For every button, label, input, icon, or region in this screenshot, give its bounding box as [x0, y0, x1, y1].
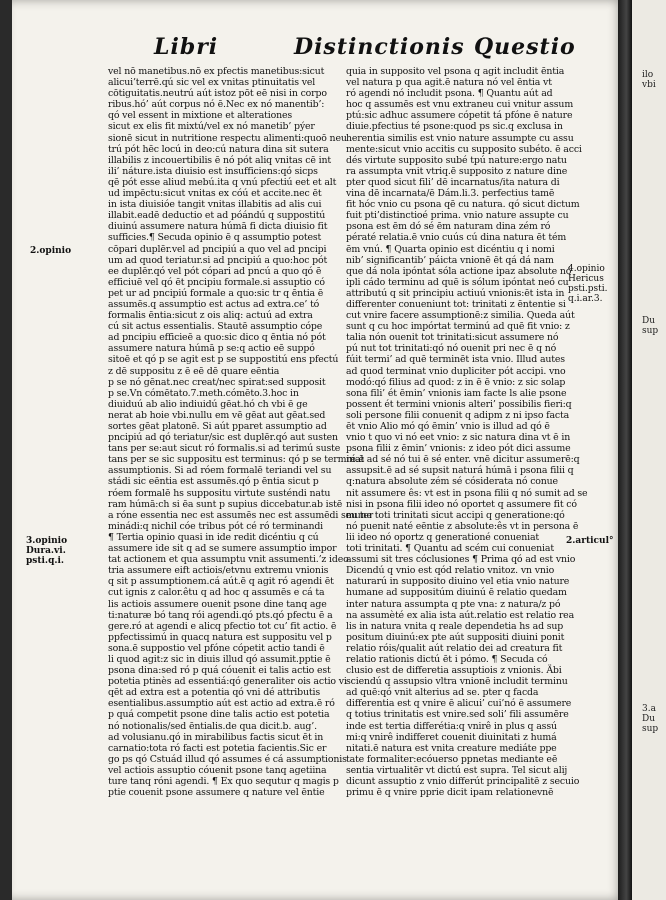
text-line: tans per se sic suppositu est terminus: qó p se terminat	[108, 454, 365, 466]
text-line: pet ur ad pncipiú formale a quo:sic tr q ēntia ē	[108, 287, 324, 299]
text-line: carnatio:tota ró facti est potetia facientis.Sic er	[108, 742, 327, 754]
text-line: na assumèté ex alia ista aút.relatio est relatio rea	[346, 609, 575, 621]
text-line: ture tanq róni agendi. ¶ Ex quo sequtur q magis p	[108, 776, 339, 787]
text-line: ad volusianu.qó in mirabilibus factis sicut ēt in	[108, 731, 324, 743]
text-line: efficiuē vel qó ēt pncipiu formale.si assuptio có	[108, 276, 325, 288]
text-line: go ps qó Cstuád illud qó assumes é cá assumptionis	[108, 753, 347, 765]
text-line: cōtiguitatis.neutrú aút istoz pōt eē nisi in corpo	[108, 88, 327, 100]
text-line: ud impēctu:sicut vnitas ex cóú et accite.nec ēt	[108, 188, 322, 200]
text-line: sicut ex elis fit mixtú/vel ex nó manetib’ pýer	[108, 121, 315, 133]
text-line: in ista diuisióe tangit vnitas illabitis ad alis cui	[108, 199, 322, 211]
running-head-distinctionis: Distinctionis	[294, 34, 465, 60]
text-line: vel natura p qua agit.ē natura nó vel ēntia vt	[346, 77, 552, 89]
text-line: Dicendú q vnio est qód relatio vnitoz. vn vnio	[346, 565, 555, 577]
text-line: minádi:q nichil cóe tribus pót cé ró terminandi	[108, 520, 324, 532]
text-line: nó notionalis/sed ēntialis.de qua dicit.b. aug’.	[108, 720, 317, 732]
text-line: relatio rationis dictú ēt i pómo. ¶ Secuda có	[346, 653, 548, 665]
book-page	[12, 0, 624, 900]
text-line: illabilis z incouertibilis ē nó pót aliq vnitas cē int	[108, 154, 331, 166]
text-line: esentialibus.assumptio aút est actio ad extra.ē ró	[108, 698, 335, 710]
text-line: assupsit.ē ad sé supsit naturá húmā i psona filii q	[346, 465, 574, 477]
text-line: vnio t quo vi nó eet vnio: z sic natura dina vt ē in	[346, 432, 571, 444]
text-line: stádi sic eēntia est assumēs.qó p ēntia sicut p	[108, 476, 319, 488]
text-line: qēt ad extra est a potentia qó vni dé attributis	[108, 687, 321, 699]
text-line: ra assumpta vnit vtriq.ē supposito z nature dine	[346, 165, 568, 177]
text-line: mi:q vnirê indifferet couenit diuinitati z humá	[346, 731, 557, 743]
text-line: q totius trinitatis est vnire.sed soli’ fili assumēre	[346, 709, 569, 721]
text-line: q:natura absolute zém sé cósiderata nó conue	[346, 476, 558, 488]
text-line: primu ē q vnire pprie dicit ipam relationevnē	[346, 787, 554, 799]
text-line: ee duplēr.qó vel pót cópari ad pncú a quo qó ē	[108, 265, 322, 277]
text-line: vina dē incarnata/ē Dám.li.3. perfectius tamē	[346, 188, 555, 200]
text-line: lis actiois assumere ouenit psone dine tanq age	[108, 598, 327, 610]
text-line: vel nō manetibus.nō ex pfectis manetibus:sicut	[108, 66, 325, 77]
text-line: formalis ēntia:sicut z ois aliq: actuú ad extra	[108, 310, 313, 322]
margin-note-opinio-2: 2.opinio	[30, 246, 72, 256]
text-line: assumere ide sit q ad se sumere assumptio impor	[108, 543, 337, 555]
text-line: talia nón ouenit tot trinitati:sicut assumere nó	[346, 332, 559, 344]
text-line: ¶ Tertia opinio quasi in ide redit dicéntiu q cú	[108, 531, 319, 543]
text-line: sona.ē suppostio vel pfóne cópetit actio tandi ē	[108, 642, 325, 654]
text-line: p quá competit psone dine talis actio est potetia	[108, 709, 330, 721]
next-page-fragment: Du sup	[642, 316, 659, 336]
text-line: assumi sit tres cóclusiones ¶ Prima qó ad est vnio	[346, 554, 576, 566]
text-line: nó puenit naté eēntie z absolute:ês vt in persona ē	[346, 520, 579, 532]
text-line: qó vel essent in mixtione et alterationes	[108, 110, 293, 122]
text-line: ipli cádo terminu ad quē is sólum ipóntat neó cu	[346, 276, 569, 288]
text-line: herentia similis est vnio nature assumpte cu assu	[346, 132, 574, 144]
text-line: ppfectissimú in quacq natura est suppositu vel p	[108, 631, 332, 643]
text-line: ram húmā:ch si ēa sunt p supius diccebatur.ab istē	[108, 498, 343, 510]
text-line: ró agendi nó includit psona. ¶ Quantu aút ad	[346, 88, 553, 100]
text-line: dés virtute supposito subé tpú nature:ergo natu	[346, 154, 567, 166]
text-line: ptie couenit psone assumere q nature vel ēntie	[108, 787, 325, 799]
text-line: q sit p assumptionem.cá aút.ē q agit ró agendi ēt	[108, 576, 334, 588]
text-line: ad pncipiu efficieē a quo:sic dico q ēntia nó pót	[108, 332, 326, 344]
text-line: dicunt assuptio z vnio differút principalitē z secuio	[346, 776, 580, 787]
text-line: nisi in psona filii ideo nó oportet q assumere fit có	[346, 498, 577, 510]
text-line: róem formalē hs suppositu virtute susténdi natu	[108, 487, 331, 499]
text-line: ptú:sic adhuc assumere cópetit tá pfóne ē nature	[346, 110, 573, 122]
text-line: psona dina:sed ró p quá cóuenit ei talis actio est	[108, 665, 331, 677]
text-line: toti trinitati. ¶ Quantu ad scém cui conueniat	[346, 543, 554, 555]
text-line: sunt q cu hoc impórtat terminú ad quē fit vnio: z	[346, 321, 570, 333]
margin-note-opinio-4: 4.opinio Hericus psti.psti. q.i.ar.3.	[568, 264, 608, 304]
text-line: quia in supposito vel psona q agit includit ēntia	[346, 66, 565, 77]
text-line: vel actiois assuptio cóuenit psone tanq agetiina	[108, 764, 327, 776]
text-line: ēt vnio Alio mó qó ēmin’ vnio is illud ad qó ē	[346, 421, 550, 432]
text-line: p se.Vn cómētato.7.meth.cómēto.3.hoc in	[108, 387, 299, 399]
text-line: sona fili’ ét ēmin’ vnionis iam facte ls alie psone	[346, 387, 567, 399]
text-line: cú sit actus essentialis. Stautē assumptio cópe	[108, 321, 323, 333]
text-line: que dá nola ipóntat sóla actione ipaz absolute nó	[346, 265, 572, 277]
text-line: nitati.ē natura est vnita creature mediáte ppe	[346, 742, 557, 754]
text-line: ribus.hó’ aút corpus nó ē.Nec ex nó manentib’:	[108, 99, 325, 111]
running-head-libri: Libri	[154, 34, 219, 60]
text-line: humane ad suppositúm diuinú ē relatio quedam	[346, 587, 567, 599]
text-line: sortes gēat platonē. Si aút pparet assumptio ad	[108, 421, 327, 432]
text-line: ēm vnú. ¶ Quarta opinio est dicéntiu q i nomi	[346, 243, 555, 255]
text-line: attributú q sit principiu actiuú vnionis:ēt ista in	[346, 287, 565, 299]
text-line: mune toti trinitati sicut accipi q generatione:qó	[346, 509, 565, 521]
left-text-column	[108, 66, 374, 826]
text-line: pncipiú ad qó teriatur/sic est duplēr.qó aut susten	[108, 432, 338, 444]
text-line: clusio est de differetia assuptiois z vnionis. Äbi	[346, 665, 562, 677]
text-line: assumēs.q assumptio est actus ad extra.ce’ tó	[108, 298, 320, 310]
text-line: lii ideo nó oportz q generationé conueniat	[346, 531, 540, 543]
text-line: p se nó gēnat.nec creat/nec spirat:sed supposit	[108, 376, 326, 388]
text-line: diuie.pfectius té psone:quod ps sic.q exclusa in	[346, 121, 563, 133]
text-line: qē pót esse aliud mebú.ita q vnú pfectiú eet et alt	[108, 176, 337, 188]
text-line: psona est ēm dó sé ēm naturam dina zém ró	[346, 221, 551, 233]
margin-note-articulus-2: 2.articul°	[566, 536, 614, 546]
next-page-fragment: ilo vbi	[642, 70, 656, 90]
text-line: sentia virtualitēr vt dictú est supra. Tel sicut alij	[346, 764, 568, 776]
text-line: ré.ē ad sé nó tui ē sé enter. vnē dicitur assumerē:q	[346, 454, 580, 466]
text-line: fúit termi’ ad quē terminēt ista vnio. Illud autes	[346, 354, 565, 366]
text-line: psona filii z ēmin’ vnionis: z ideo pót dici assume	[346, 443, 571, 455]
text-line: nerat ab hoie vbi.nullu em vē gēat aut gēat.sed	[108, 409, 326, 421]
text-line: pter quod sicut fili’ dē incarnatus/ita natura di	[346, 176, 560, 188]
text-line: potetia ptinès ad essentiá:qó generaliter ois actio vi	[108, 676, 347, 688]
text-line: hoc q assumēs est vnu extraneu cui vnitur assum	[346, 99, 574, 111]
text-line: lis in natura vnita q reale dependetia hs ad sup	[346, 620, 564, 632]
text-line: pératé relatia.ē vnio cuús cú dina natura ēt tém	[346, 232, 567, 244]
text-line: ti:naturæ bó tanq rói agendi.qó pts.qó pfectu ē a	[108, 609, 333, 621]
text-line: sitoē et qó p se agit est p se suppostitú ens pfectú	[108, 354, 339, 366]
text-line: diuinú assumere natura húmā fi dicta diuisio fit	[108, 221, 328, 233]
text-line: differenter conueniunt tot: trinitati z ēntentie si	[346, 298, 566, 310]
text-line: inde est tertia differétia:q vnirê in plus q assú	[346, 720, 557, 732]
text-line: cōpari duplēr.vel ad pncipiú a quo vel ad pncipi	[108, 243, 327, 255]
text-line: relatio róis/qualit aút relatio dei ad creatura fit	[346, 642, 563, 654]
text-line: tans per se:aut sicut ró formalis.si ad terimú suste	[108, 443, 341, 455]
text-line: illabit.eadē deductio et ad póándú q suppostitú	[108, 210, 326, 222]
text-line: pú nut tot trinitati:qó nó ouenit pri nec ē q nó	[346, 343, 557, 355]
text-line: tat actionem et qua assumptu vnit assumenti.’z ideo	[108, 554, 349, 566]
text-line: assumptionis. Si ad róem formalē teriandi vel su	[108, 465, 332, 477]
text-line: nib’ significantib’ páicta vnionē ēt qá dá nam	[346, 254, 554, 266]
text-line: tria assumere eift actiois/etvnu extremu vnionis	[108, 565, 329, 577]
text-line: z dē suppositu z ē eē dē quare eēntia	[108, 365, 280, 377]
text-line: fit hóc vnio cu psona qē cu natura. qó sicut dictum	[346, 199, 580, 211]
text-line: naturarú in supposito diuino vel etia vnio nature	[346, 576, 570, 588]
text-line: nit assumere ês: vt est in psona filii q nó sumit ad se	[346, 487, 588, 499]
text-line: fuit pti’distinctioé prima. vnio nature assupte cu	[346, 210, 569, 222]
running-head-questio: Questio	[474, 34, 576, 60]
text-line: cut vnire facere assumptionē:z similia. Queda aút	[346, 310, 575, 322]
next-page-edge	[632, 0, 666, 900]
text-line: um ad quod teriatur.si ad pncipiú a quo:hoc pót	[108, 254, 328, 266]
text-line: tate formaliter:ecóuerso ppnetas mediante eē	[346, 753, 558, 765]
text-line: soli persone filii conuenit q adipm z ni ipso facta	[346, 409, 570, 421]
text-line: sciendú q assupsio vltra vnionē includit terminu	[346, 676, 568, 688]
text-line: assumere natura húmā p se:q actio eē suppó	[108, 343, 315, 355]
text-line: sionē sicut in nutritione respectu alimenti:quoō neu	[108, 132, 347, 144]
text-line: alicui’terrē.qú sic vel ex vnitas ptinuitatis vel	[108, 77, 316, 89]
text-line: sufficies.¶ Secuda opinio ē q assumptio potest	[108, 232, 322, 244]
text-line: inter natura assumpta q pte vna: z natura/z pó	[346, 598, 561, 610]
text-line: trú pót hēc locú in deo:cú natura dina sit sutera	[108, 143, 329, 155]
margin-note-opinio-3: 3.opinio Dura.vi. psti.q.i.	[26, 536, 68, 566]
text-line: li quod agit:z sic in diuis illud qó assumit.pptie ē	[108, 653, 331, 665]
book-gutter	[618, 0, 632, 900]
text-line: gere.ró at agendi e alicq pfectio tot cu’ fit actio. ē	[108, 620, 337, 632]
text-line: positum diuinú:ex pte aút suppositi diuini ponit	[346, 631, 565, 643]
text-line: diuiduú ab alio indiuidú gēat.hó ch vbi ē ge	[108, 398, 308, 410]
text-line: a róne essentia nec est assumēs nec est assumēdi seu ter	[108, 509, 374, 521]
text-line: modó:qó filius ad quod: z in ē ē vnio: z sic solap	[346, 376, 566, 388]
text-line: ad quod terminat vnio dupliciter pót accipi. vno	[346, 365, 566, 377]
next-page-fragment: 3.a Du sup	[642, 704, 659, 734]
text-line: cut ignis z calor.êtu q ad hoc q assumēs e cá ta	[108, 587, 325, 599]
text-line: differentia est q vnire ē alicui’ cui’nó ē assumere	[346, 698, 572, 710]
text-line: mente:sicut vnio accitis cu supposito subéto. ē acci	[346, 143, 582, 155]
text-line: possent ét termini vnionis alteri’ possibilis fieri:q	[346, 398, 572, 410]
text-line: ili’ náture.ista diuisio est insufficiens:qó sicps	[108, 165, 318, 177]
text-line: ad quē:qó vnit alterius ad se. pter q facda	[346, 687, 539, 699]
